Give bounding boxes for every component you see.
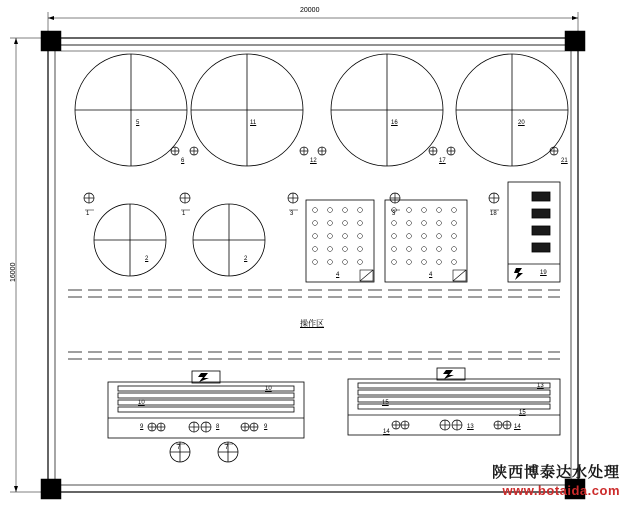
pump-label-17: 17	[439, 158, 446, 164]
pump-label-18: 18	[490, 211, 497, 217]
pump-label-12: 12	[310, 158, 317, 164]
pump-label-6: 6	[181, 158, 185, 164]
panel-label-19: 19	[540, 270, 547, 276]
bottom-label-13b: 13	[467, 424, 474, 430]
tank-label-11: 11	[250, 120, 257, 126]
pump-label-3a: 3	[290, 211, 294, 217]
filter-label-4b: 4	[429, 272, 433, 278]
tank-label-2a: 2	[145, 256, 149, 262]
bottom-label-7a: 7	[177, 445, 181, 451]
pump-label-3b: 3	[392, 211, 396, 217]
bottom-label-10a: 10	[265, 386, 272, 392]
operation-zone-label: 操作区	[300, 319, 324, 328]
bottom-label-15b: 15	[519, 410, 526, 416]
bottom-label-9a: 9	[140, 424, 144, 430]
watermark-company: 陕西博泰达水处理	[491, 464, 620, 481]
watermark-url: www.botaida.com	[502, 482, 620, 498]
tank-label-20: 20	[518, 120, 525, 126]
bottom-label-9b: 9	[264, 424, 268, 430]
tank-label-16: 16	[391, 120, 398, 126]
dimension-left: 16000	[10, 262, 17, 282]
bottom-label-7b: 7	[225, 445, 229, 451]
bottom-label-14a: 14	[383, 429, 390, 435]
filter-label-4a: 4	[336, 272, 340, 278]
bottom-label-8: 8	[216, 424, 220, 430]
pump-label-1a: 1	[86, 211, 90, 217]
dimension-top: 20000	[300, 7, 320, 14]
bottom-label-14b: 14	[514, 424, 521, 430]
tank-label-5: 5	[136, 120, 140, 126]
bottom-label-13a: 13	[537, 383, 544, 389]
bottom-label-10b: 10	[138, 400, 145, 406]
bottom-label-15a: 15	[382, 400, 389, 406]
watermark	[492, 464, 620, 499]
pump-label-1b: 1	[182, 211, 186, 217]
tank-label-2b: 2	[244, 256, 248, 262]
pump-label-21: 21	[561, 158, 568, 164]
